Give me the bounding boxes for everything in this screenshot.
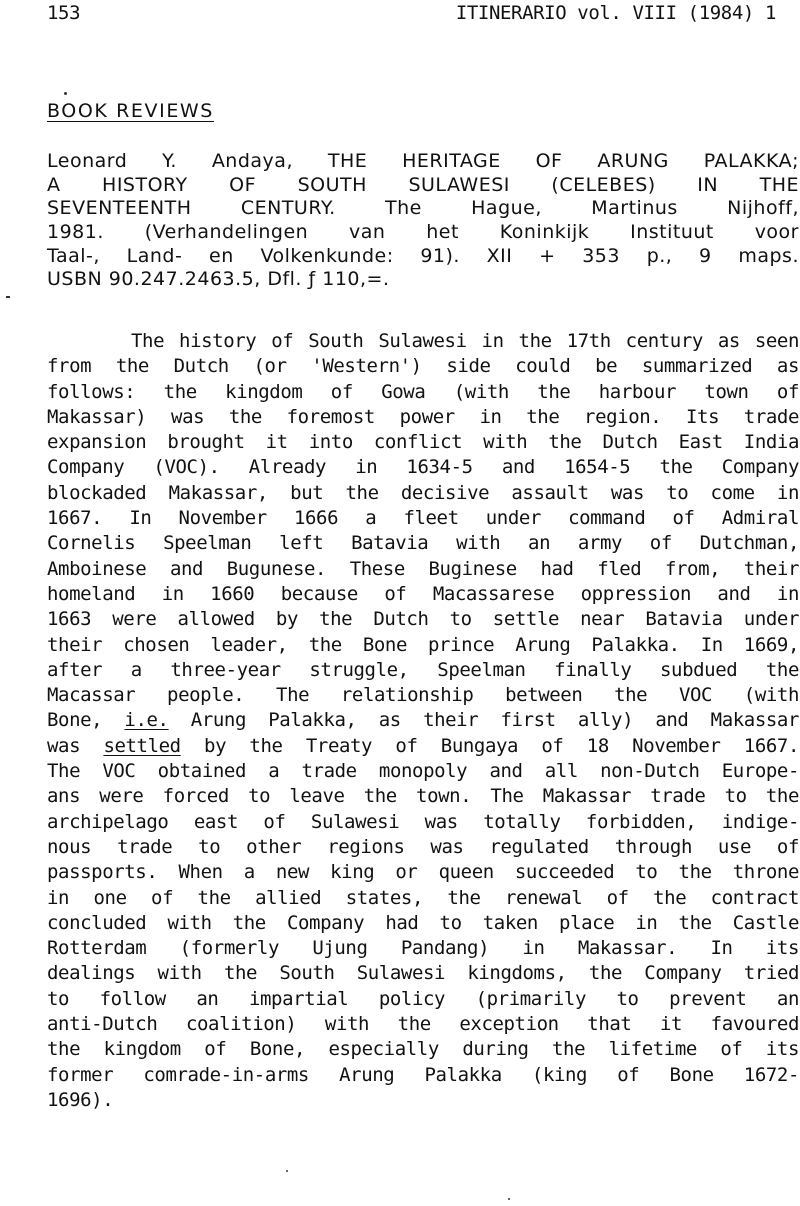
section-title: BOOK REVIEWS [47,100,214,122]
body-line [47,734,799,759]
body-line: Rotterdam (formerly Ujung Pandang) in Makassar. In its [47,937,799,960]
underlined-abbreviation: i.e. [124,709,169,732]
body-line: 1696). [47,1088,114,1111]
body-line: archipelago east of Sulawesi was totally forbidden, indige- [47,810,799,833]
body-line: 1663 were allowed by the Dutch to settle near Batavia under [47,608,799,631]
body-line: Makassar) was the foremost power in the region. Its trade [47,405,799,428]
body-line: Macassar people. The relationship between the VOC (with [47,684,799,707]
page-number: 153 [47,2,81,24]
body-line: former comrade-in-arms Arung Palakka (king of Bone 1672- [47,1063,799,1086]
body-line: the kingdom of Bone, especially during the lifetime of its [47,1038,799,1061]
body-line: Company (VOC). Already in 1634-5 and 1654-5 the Company [47,456,799,479]
body-line: nous trade to other regions was regulated through use of [47,835,799,858]
body-line: The VOC obtained a trade monopoly and all non-Dutch Europe- [47,760,799,783]
citation-line: A HISTORY OF SOUTH SULAWESI (CELEBES) IN THE [47,173,799,196]
body-text: Arung Palakka, as their first ally) and Makassar [168,709,799,732]
body-line: ans were forced to leave the town. The Makassar trade to the [47,785,799,808]
body-text: Bone, [47,709,125,732]
body-line: passports. When a new king or queen succeeded to the throne [47,861,799,884]
citation-line: USBN 90.247.2463.5, Dfl. ƒ 110,=. [47,268,390,291]
print-speck [286,1170,288,1172]
print-speck [508,1198,510,1200]
body-line: follows: the kingdom of Gowa (with the harbour town of [47,380,799,403]
body-line: to follow an impartial policy (primarily to prevent an [47,987,799,1010]
underlined-word: settled [103,734,181,757]
margin-mark [6,296,10,298]
journal-info: ITINERARIO vol. VIII (1984) 1 [455,2,776,24]
body-line: 1667. In November 1666 a fleet under command of Admiral [47,507,799,530]
body-line: Amboinese and Bugunese. These Buginese had fled from, their [47,557,799,580]
citation-line: 1981. (Verhandelingen van het Koninkijk Instituut voor [47,221,799,244]
citation-line: Leonard Y. Andaya, THE HERITAGE OF ARUNG PALAKKA; [47,150,799,172]
body-line: Cornelis Speelman left Batavia with an army of Dutchman, [47,532,799,555]
body-text: by the Treaty of Bungaya of 18 November 1667. [180,734,800,757]
citation-line: SEVENTEENTH CENTURY. The Hague, Martinus Nijhoff, [47,197,799,220]
body-line: blockaded Makassar, but the decisive assault was to come in [47,481,799,504]
body-line: from the Dutch (or 'Western') side could be summarized as [47,355,799,378]
body-line: their chosen leader, the Bone prince Arung Palakka. In 1669, [47,633,799,656]
book-citation [47,150,799,292]
citation-line: Taal-, Land- en Volkenkunde: 91). XII + 353 p., 9 maps. [47,244,799,267]
body-line: homeland in 1660 because of Macassarese oppression and in [47,582,799,605]
body-line: The history of South Sulawesi in the 17th century as seen [131,330,799,352]
review-body [47,329,799,1113]
print-speck [64,92,67,95]
body-line: in one of the allied states, the renewal of the contract [47,886,799,909]
body-text: was [47,734,104,757]
body-line [47,708,799,733]
body-line: after a three-year struggle, Speelman finally subdued the [47,658,799,681]
body-line: dealings with the South Sulawesi kingdoms, the Company tried [47,962,799,985]
body-line: anti-Dutch coalition) with the exception that it favoured [47,1013,799,1036]
body-line: expansion brought it into conflict with the Dutch East India [47,431,799,454]
body-line: concluded with the Company had to taken place in the Castle [47,911,799,934]
running-header [47,2,776,26]
